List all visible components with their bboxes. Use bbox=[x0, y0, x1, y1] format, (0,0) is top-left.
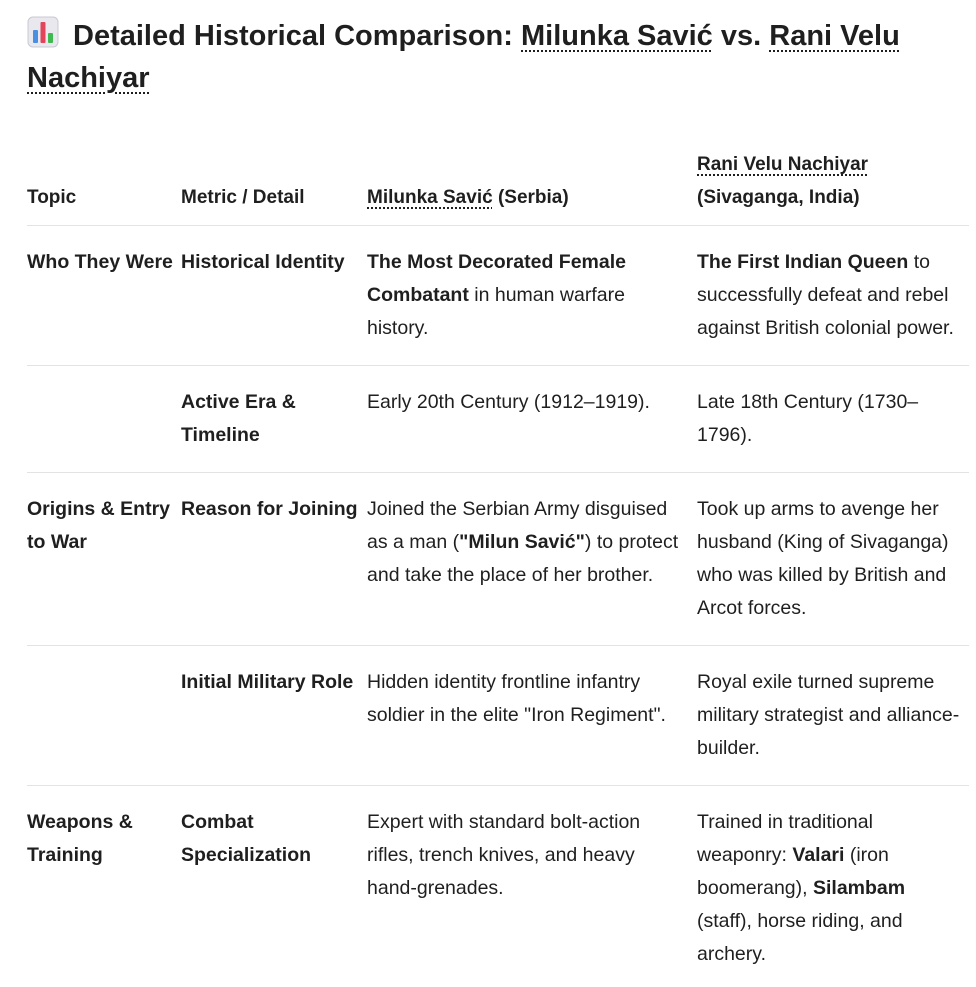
table-header-row bbox=[27, 148, 969, 226]
cell-text: ) to protect and take the place of her brother. bbox=[367, 531, 679, 586]
header-subject-a-suffix: (Serbia) bbox=[492, 187, 569, 208]
header-subject-b-link[interactable]: Rani Velu Nachiyar bbox=[697, 154, 869, 175]
cell-subject-b: Took up arms to avenge her husband (King of Sivaganga) who was killed by British and Arcot forces. bbox=[697, 473, 969, 646]
title-prefix: Detailed Historical Comparison: bbox=[73, 20, 521, 52]
cell-text: (staff), horse riding, and archery. bbox=[697, 910, 903, 965]
cell-text: (iron boomerang), bbox=[697, 844, 889, 899]
cell-metric: Combat Specialization bbox=[181, 811, 312, 866]
cell-metric: Initial Military Role bbox=[181, 646, 367, 786]
header-metric: Metric / Detail bbox=[181, 148, 367, 226]
cell-metric: Active Era & Timeline bbox=[181, 366, 367, 473]
cell-text: in human warfare history. bbox=[367, 284, 625, 339]
cell-subject-a: Early 20th Century (1912–1919). bbox=[367, 366, 697, 473]
cell-metric: Historical Identity bbox=[181, 226, 367, 366]
cell-subject-a: Expert with standard bolt-action rifles, trench knives, and heavy hand-grenades. bbox=[367, 811, 641, 899]
cell-bold-text: The First Indian Queen bbox=[697, 251, 909, 273]
cell-subject-a: Hidden identity frontline infantry soldier in the elite "Iron Regiment". bbox=[367, 646, 697, 786]
subject-b-link[interactable]: Rani Velu Nachiyar bbox=[27, 20, 900, 94]
cell-bold-text: Valari bbox=[792, 844, 845, 866]
table-row bbox=[27, 786, 969, 987]
cell-subject-a bbox=[367, 473, 697, 646]
cell-bold-text: Silambam bbox=[812, 877, 906, 899]
cell-text: to successfully defeat and rebel against British colonial power. bbox=[697, 251, 954, 339]
comparison-table bbox=[27, 148, 969, 987]
bar-chart-icon bbox=[27, 16, 59, 48]
cell-topic bbox=[27, 366, 181, 473]
cell-subject-b bbox=[697, 786, 969, 987]
header-subject-b bbox=[697, 148, 969, 226]
page-title bbox=[27, 0, 957, 99]
header-subject-b-suffix: (Sivaganga, India) bbox=[697, 187, 860, 208]
cell-subject-b bbox=[697, 226, 969, 366]
cell-topic: Origins & Entry to War bbox=[27, 473, 181, 646]
subject-a-link[interactable]: Milunka Savić bbox=[521, 20, 713, 52]
header-subject-a bbox=[367, 148, 697, 226]
cell-topic: Who They Were bbox=[27, 226, 181, 366]
cell-subject-b: Late 18th Century (1730–1796). bbox=[697, 366, 969, 473]
table-row bbox=[27, 473, 969, 646]
cell-text: Joined the Serbian Army disguised as a man ( bbox=[367, 498, 668, 553]
cell-bold-text: The Most Decorated Female Combatant bbox=[367, 251, 626, 306]
cell-bold-text: "Milun Savić" bbox=[459, 531, 585, 553]
header-subject-a-link[interactable]: Milunka Savić bbox=[367, 187, 493, 208]
table-row bbox=[27, 366, 969, 473]
cell-metric: Reason for Joining bbox=[181, 473, 367, 646]
cell-subject-b: Royal exile turned supreme military strategist and alliance-builder. bbox=[697, 646, 969, 786]
cell-topic: Weapons & Training bbox=[27, 811, 133, 866]
cell-topic bbox=[27, 646, 181, 786]
table-row bbox=[27, 226, 969, 366]
title-vs: vs. bbox=[712, 20, 770, 52]
cell-text: Trained in traditional weaponry: bbox=[697, 811, 873, 866]
cell-subject-a bbox=[367, 226, 697, 366]
header-topic: Topic bbox=[27, 148, 181, 226]
table-row bbox=[27, 646, 969, 786]
